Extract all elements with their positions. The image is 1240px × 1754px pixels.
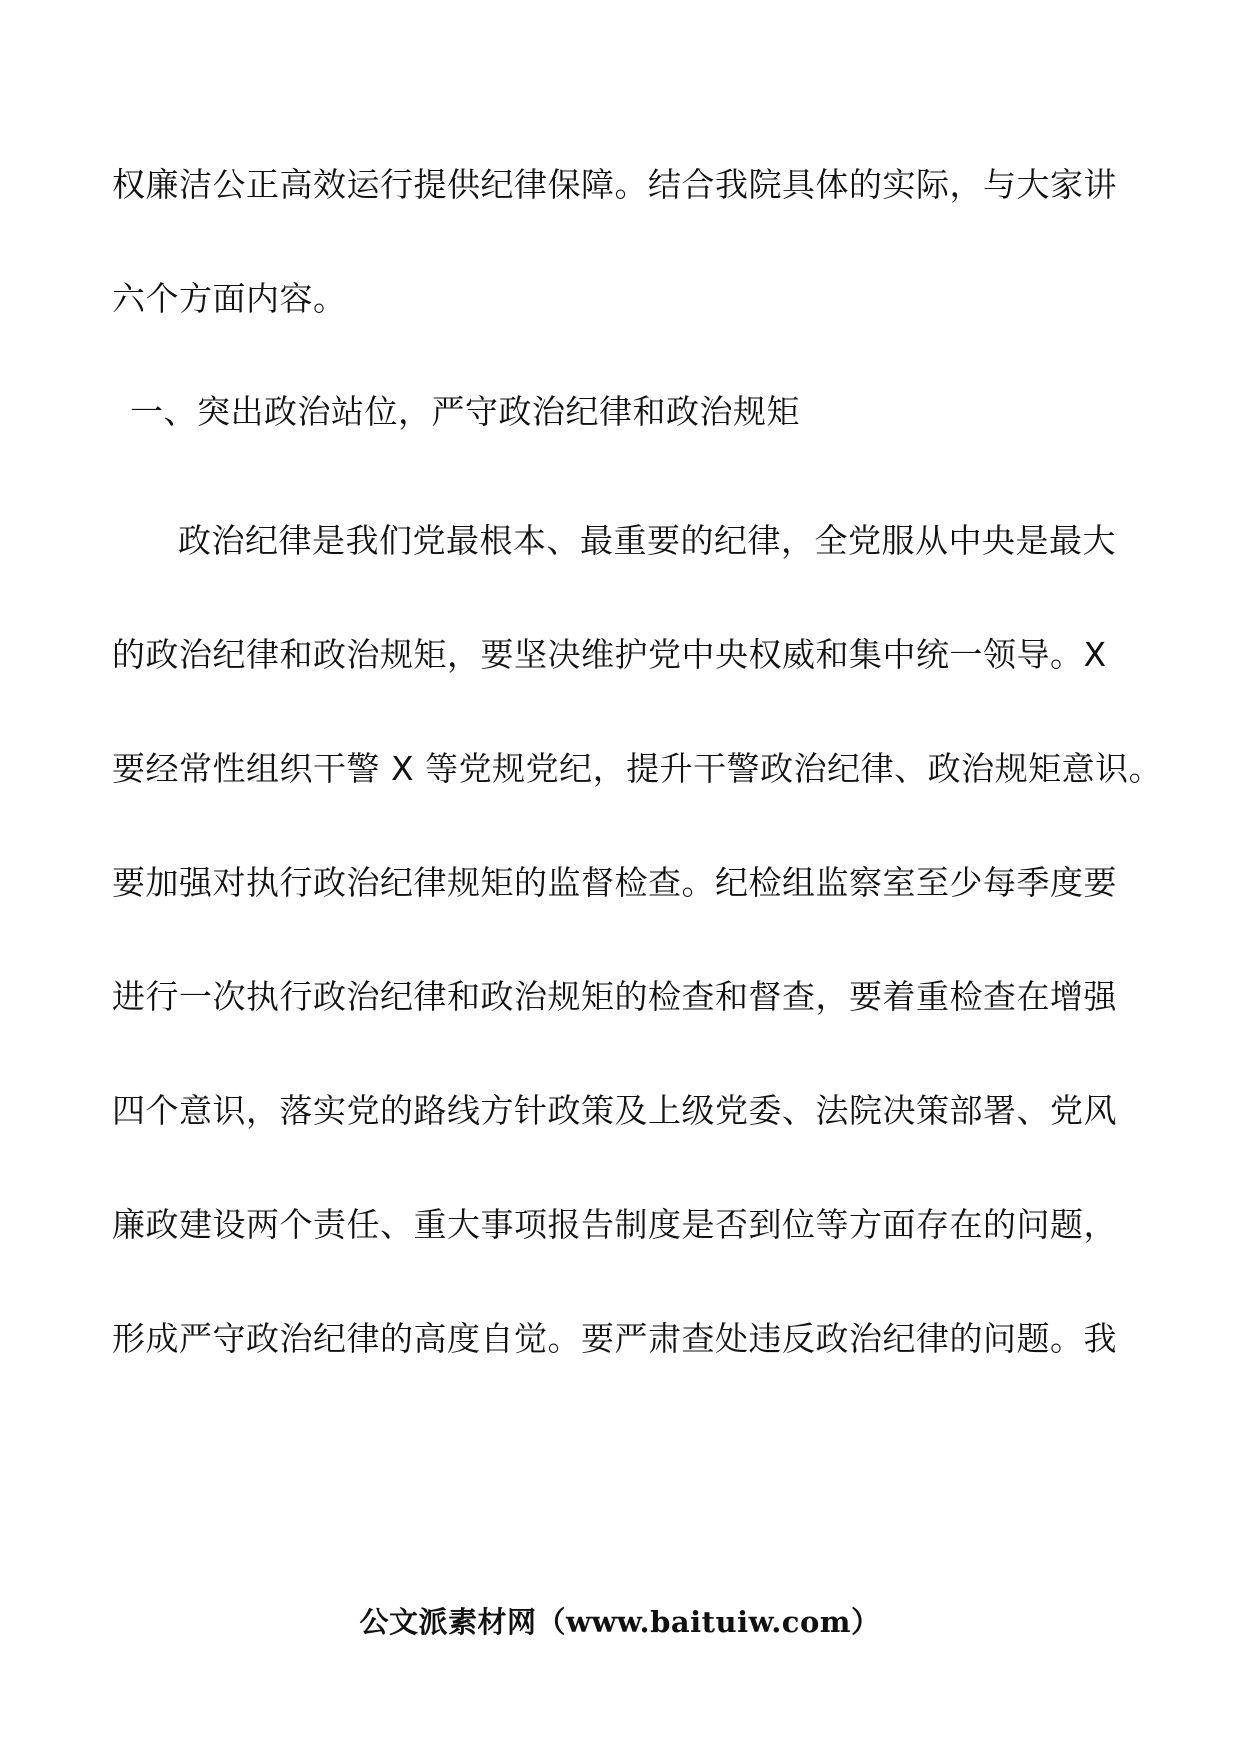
body-line: 形成严守政治纪律的高度自觉。要严肃查处违反政治纪律的问题。我 [112, 1319, 1117, 1358]
body-line: 权廉洁公正高效运行提供纪律保障。结合我院具体的实际，与大家讲 [112, 165, 1117, 204]
body-line: 要经常性组织干警 X 等党规党纪，提升干警政治纪律、政治规矩意识。 [112, 749, 1163, 788]
body-line: 进行一次执行政治纪律和政治规矩的检查和督查，要着重检查在增强 [112, 977, 1117, 1016]
body-line: 六个方面内容。 [112, 279, 347, 318]
section-heading: 一、突出政治站位，严守政治纪律和政治规矩 [130, 392, 800, 431]
body-line: 要加强对执行政治纪律规矩的监督检查。纪检组监察室至少每季度要 [112, 863, 1117, 902]
body-line: 四个意识，落实党的路线方针政策及上级党委、法院决策部署、党风 [112, 1091, 1117, 1130]
body-line: 廉政建设两个责任、重大事项报告制度是否到位等方面存在的问题， [112, 1205, 1117, 1244]
page-footer: 公文派素材网（www.baituiw.com） [359, 1605, 881, 1639]
paragraph-first-line: 政治纪律是我们党最根本、最重要的纪律，全党服从中央是最大 [178, 521, 1116, 560]
body-line: 的政治纪律和政治规矩，要坚决维护党中央权威和集中统一领导。X [112, 635, 1107, 674]
